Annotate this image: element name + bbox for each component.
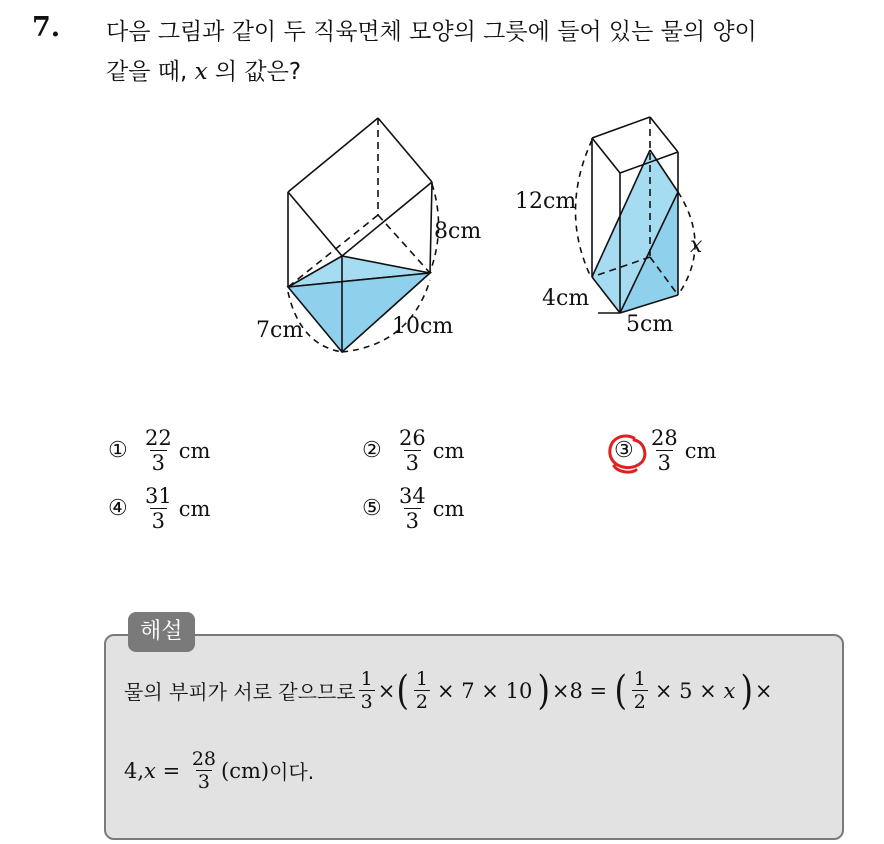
choice-4[interactable] bbox=[108, 484, 210, 533]
variable-x: x bbox=[194, 59, 208, 85]
choice-3-unit: cm bbox=[684, 438, 717, 463]
solution-f3-num: 1 bbox=[633, 668, 646, 690]
solution-fraction-2 bbox=[414, 668, 430, 713]
label-12cm: 12cm bbox=[515, 189, 577, 214]
choice-1[interactable] bbox=[108, 426, 210, 475]
solution-intro: 물의 부피가 서로 같으므로 bbox=[124, 680, 356, 704]
choice-5[interactable] bbox=[362, 484, 464, 533]
question-line-2-start: 같을 때, bbox=[106, 59, 195, 85]
solution-expr-a: × 7 × 10 bbox=[437, 678, 533, 703]
solution-f1-num: 1 bbox=[360, 668, 373, 690]
solution-f3-den: 2 bbox=[633, 691, 646, 713]
choice-3-num: 28 bbox=[651, 426, 678, 450]
choice-2-num: 26 bbox=[399, 426, 426, 450]
choice-3-symbol: ③ bbox=[614, 438, 634, 463]
label-4cm: 4cm bbox=[542, 286, 590, 311]
choice-2-unit: cm bbox=[432, 438, 465, 463]
solution-line-2 bbox=[124, 748, 314, 793]
label-7cm: 7cm bbox=[256, 318, 304, 343]
solution-line-1 bbox=[124, 668, 773, 713]
choice-2-symbol: ② bbox=[362, 438, 382, 463]
solution-line-2-eq: = bbox=[155, 758, 187, 783]
choice-5-fraction bbox=[397, 484, 428, 533]
solution-fraction-3 bbox=[632, 668, 648, 713]
choice-2-den: 3 bbox=[405, 451, 420, 475]
choice-5-symbol: ⑤ bbox=[362, 496, 382, 521]
solution-times-1: × bbox=[377, 678, 396, 703]
solution-tag: 해설 bbox=[128, 612, 195, 652]
label-10cm: 10cm bbox=[392, 314, 454, 339]
choice-1-den: 3 bbox=[151, 451, 166, 475]
solution-line-2-start: 4, bbox=[124, 758, 145, 783]
solution-answer-fraction bbox=[190, 748, 218, 793]
choice-1-symbol: ① bbox=[108, 438, 128, 463]
choice-4-den: 3 bbox=[151, 509, 166, 533]
label-x: x bbox=[690, 233, 703, 258]
solution-trailing-times: × bbox=[754, 678, 773, 703]
label-8cm: 8cm bbox=[434, 219, 482, 244]
question-line-2-end: 의 값은? bbox=[207, 59, 302, 85]
solution-f2-num: 1 bbox=[415, 668, 428, 690]
choice-5-num: 34 bbox=[399, 484, 426, 508]
solution-expr-b bbox=[655, 679, 735, 703]
solution-box bbox=[104, 634, 844, 840]
answer-mark-icon bbox=[604, 432, 648, 474]
solution-f1-den: 3 bbox=[360, 691, 373, 713]
right-paren-icon: ) bbox=[537, 667, 551, 714]
choice-1-fraction bbox=[143, 426, 174, 475]
choice-5-den: 3 bbox=[405, 509, 420, 533]
label-5cm: 5cm bbox=[626, 312, 674, 337]
choice-2-fraction bbox=[397, 426, 428, 475]
left-paren-icon: ( bbox=[396, 667, 410, 714]
right-container bbox=[575, 117, 695, 313]
solution-fraction-1 bbox=[359, 668, 375, 713]
solution-ans-num: 28 bbox=[191, 748, 217, 770]
solution-expr-b-text: × 5 × bbox=[654, 678, 724, 703]
choice-1-num: 22 bbox=[145, 426, 172, 450]
choice-4-fraction bbox=[143, 484, 174, 533]
solution-line-2-end: 이다. bbox=[269, 760, 315, 784]
solution-answer-unit: (cm) bbox=[221, 758, 270, 783]
choice-5-unit: cm bbox=[432, 496, 465, 521]
solution-times-8: ×8 = bbox=[551, 678, 608, 703]
choice-4-symbol: ④ bbox=[108, 496, 128, 521]
choice-4-num: 31 bbox=[145, 484, 172, 508]
question-line-1: 다음 그림과 같이 두 직육면체 모양의 그릇에 들어 있는 물의 양이 bbox=[106, 19, 757, 45]
left-water-front bbox=[288, 273, 430, 352]
choice-2[interactable] bbox=[362, 426, 464, 475]
left-paren-icon-2: ( bbox=[614, 667, 628, 714]
solution-var-x: x bbox=[723, 678, 736, 703]
choice-3-den: 3 bbox=[657, 451, 672, 475]
solution-f2-den: 2 bbox=[415, 691, 428, 713]
solution-ans-den: 3 bbox=[197, 771, 210, 793]
question-number: 7. bbox=[32, 12, 61, 43]
choice-1-unit: cm bbox=[178, 438, 211, 463]
choice-4-unit: cm bbox=[178, 496, 211, 521]
solution-line-2-var: x bbox=[144, 758, 156, 783]
right-paren-icon-2: ) bbox=[740, 667, 754, 714]
choice-3-fraction bbox=[649, 426, 680, 475]
